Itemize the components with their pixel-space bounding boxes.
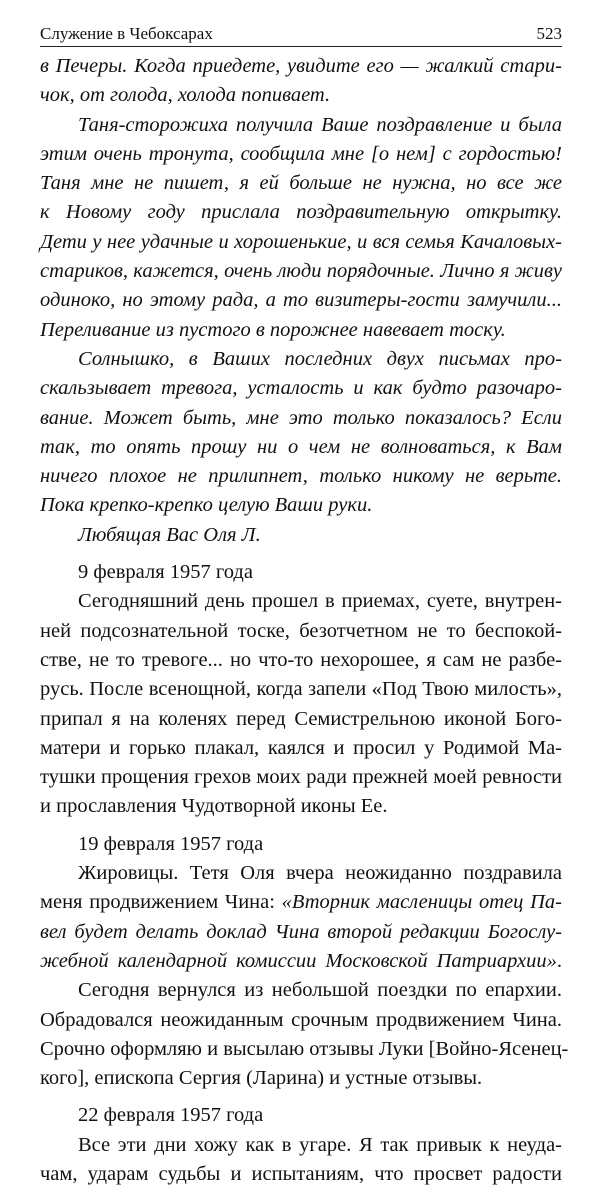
text-line: припал я на коленях перед Семистрельною иконой Бого-	[40, 707, 562, 730]
text-line: матери и горько плакал, каялся и просил у Родимой Ма-	[40, 736, 562, 759]
diary-entry	[40, 558, 562, 822]
text-line: стариков, кажется, очень люди порядочные. Лично я живу	[40, 260, 562, 283]
text-line: в Печеры. Когда приедете, увидите его — жалкий стари-	[40, 55, 562, 77]
text-line: Таня-сторожиха получила Ваше поздравление и была	[78, 113, 562, 136]
text-line: и прославления Чудотворной иконы Ее.	[40, 795, 388, 818]
letter-block	[40, 52, 562, 550]
text-line: Пока крепко-крепко целую Ваши руки.	[40, 494, 373, 517]
text-line	[40, 888, 562, 917]
text-line: к Новому году прислала поздравительную открытку.	[40, 201, 562, 224]
entry-date: 19 февраля 1957 года	[78, 832, 264, 855]
running-title: Служение в Чебоксарах	[40, 24, 213, 43]
page-body	[40, 52, 569, 1189]
entry-date: 9 февраля 1957 года	[78, 561, 253, 584]
text-line: Переливание из пустого в порожнее навевает тоску.	[40, 318, 506, 341]
text-line: русь. После всенощной, когда запели «Под Твою милость»,	[40, 678, 562, 701]
text-line: так, то опять прошу ни о чем не волноваться, к Вам	[40, 435, 562, 458]
text-line: скальзывает тревога, усталость и как будто разочаро-	[40, 377, 562, 400]
text-line: ничего плохое не прилипнет, только никому не верьте.	[40, 465, 562, 488]
letter-signature: Любящая Вас Оля Л.	[78, 523, 261, 546]
text-line: ней подсознательной тоске, безотчетном не то беспокой-	[40, 619, 562, 642]
text-line: Таня мне не пишет, я ей больше не нужна, но все же	[40, 172, 562, 195]
text-run: меня продвижением Чина:	[40, 891, 282, 914]
text-line: Сегодня вернулся из небольшой поездки по епархии.	[78, 979, 562, 1002]
text-line: тушки прощения грехов моих ради прежней моей ревности	[40, 766, 562, 789]
quote-run: «Вторник масленицы отец Па-	[281, 891, 562, 914]
quote-run: жебной календарной комиссии Московской Патриархии»	[40, 949, 557, 972]
text-line: Сегодняшний день прошел в приемах, суете, внутрен-	[78, 590, 562, 613]
text-line: Солнышко, в Ваших последних двух письмах про-	[78, 347, 562, 370]
diary-entry	[40, 830, 569, 1094]
text-line: чок, от голода, холода попивает.	[40, 84, 331, 107]
running-header	[40, 22, 562, 47]
text-line: Дети у нее удачные и хорошенькие, и вся семья Качаловых-	[40, 230, 562, 253]
page-number: 523	[536, 24, 562, 43]
text-line: Срочно оформляю и высылаю отзывы Луки [Войно-Ясенец-	[40, 1037, 569, 1060]
text-line: этим очень тронута, сообщила мне [о нем] с гордостью!	[40, 142, 562, 165]
text-line: чам, ударам судьбы и испытаниям, что просвет радости	[40, 1162, 562, 1185]
entry-date: 22 февраля 1957 года	[78, 1104, 264, 1127]
diary-entry	[40, 1101, 562, 1189]
text-line: Обрадовался неожиданным срочным продвижением Чина.	[40, 1008, 562, 1031]
text-line: вание. Может быть, мне это только показалось? Если	[40, 406, 562, 429]
text-line: Жировицы. Тетя Оля вчера неожиданно поздравила	[78, 862, 562, 885]
text-line	[40, 947, 562, 976]
text-line: кого], епископа Сергия (Ларина) и устные отзывы.	[40, 1067, 483, 1090]
text-line: Все эти дни хожу как в угаре. Я так привык к неуда-	[78, 1133, 562, 1156]
text-run: .	[556, 949, 562, 972]
text-line: одиноко, но этому рада, а то визитеры-гости замучили...	[40, 289, 562, 312]
text-line: стве, не то тревоге... но что-то нехорошее, я сам не разбе-	[40, 648, 562, 671]
quote-line: вел будет делать доклад Чина второй редакции Богослу-	[40, 920, 562, 943]
